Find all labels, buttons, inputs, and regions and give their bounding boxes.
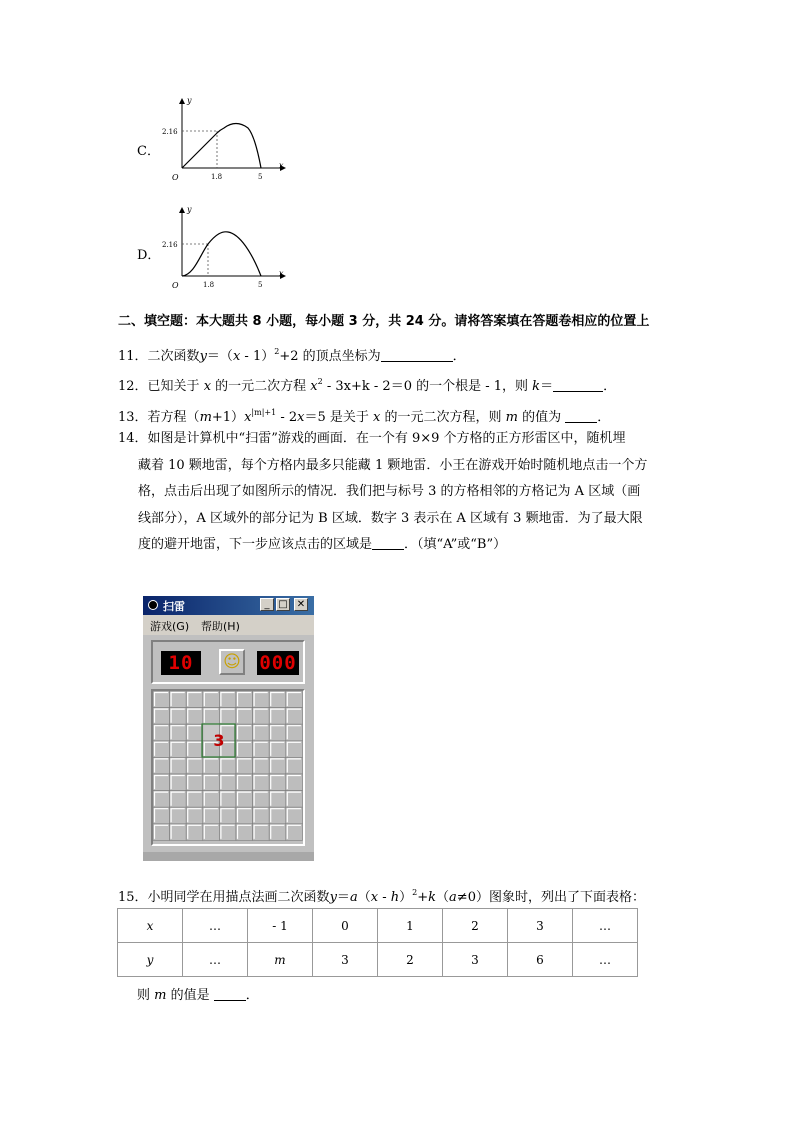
curve-c bbox=[182, 124, 261, 169]
q15-answer-blank[interactable] bbox=[214, 988, 246, 1001]
mine-cell[interactable] bbox=[203, 774, 220, 791]
mine-cell[interactable] bbox=[203, 791, 220, 808]
mine-cell[interactable] bbox=[219, 824, 236, 841]
mine-cell[interactable] bbox=[253, 807, 270, 824]
mine-counter: 10 bbox=[161, 651, 201, 675]
mine-cell[interactable] bbox=[186, 724, 203, 741]
mine-cell[interactable] bbox=[236, 824, 253, 841]
mine-cell[interactable] bbox=[253, 741, 270, 758]
mine-cell[interactable] bbox=[253, 724, 270, 741]
q12-eq-rest: - 3x+k - 2＝0 的一个根是 - 1，则 bbox=[322, 379, 533, 394]
question-13 bbox=[118, 404, 610, 427]
q15-sup: 2 bbox=[412, 888, 418, 897]
table-cell: … bbox=[183, 943, 248, 977]
mine-cell[interactable] bbox=[170, 791, 187, 808]
value-table bbox=[117, 908, 638, 977]
q15-func-k: k bbox=[428, 890, 437, 905]
x-tick-label-1: 1.8 bbox=[211, 173, 223, 181]
mine-cell[interactable] bbox=[269, 691, 286, 708]
mine-cell[interactable] bbox=[203, 807, 220, 824]
mine-cell[interactable] bbox=[286, 708, 303, 725]
table-cell: … bbox=[573, 943, 638, 977]
q15-end-var-m: m bbox=[154, 988, 167, 1003]
mine-cell[interactable] bbox=[253, 774, 270, 791]
graph-c bbox=[160, 96, 290, 188]
table-cell: … bbox=[183, 909, 248, 943]
mine-cell[interactable] bbox=[269, 724, 286, 741]
origin-label: O bbox=[172, 281, 179, 290]
section-heading: 二、填空题：本大题共 8 小题，每小题 3 分，共 24 分。请将答案填在答题卷相应的位置上 bbox=[118, 314, 650, 329]
mine-grid[interactable] bbox=[153, 691, 303, 844]
q15-text-b: ＝ bbox=[336, 890, 350, 905]
mine-cell[interactable] bbox=[170, 691, 187, 708]
mine-cell[interactable] bbox=[236, 741, 253, 758]
q12-var-x: x bbox=[203, 379, 212, 394]
q13-var-m2: m bbox=[505, 410, 518, 425]
minesweeper-window bbox=[143, 596, 314, 861]
q14-line-5a: 度的避开地雷，下一步应该点击的区域是 bbox=[138, 537, 373, 552]
curve-d bbox=[182, 232, 261, 276]
q11-end: ． bbox=[452, 349, 466, 364]
mine-cell[interactable] bbox=[219, 774, 236, 791]
q12-number: 12． bbox=[118, 379, 148, 394]
mine-cell[interactable] bbox=[286, 724, 303, 741]
mine-cell[interactable] bbox=[219, 807, 236, 824]
mine-cell[interactable] bbox=[219, 757, 236, 774]
mine-cell[interactable] bbox=[186, 791, 203, 808]
q12-text-a: 已知关于 bbox=[147, 379, 204, 394]
y-tick-label: 2.16 bbox=[162, 128, 178, 136]
mine-cell[interactable] bbox=[186, 807, 203, 824]
q15-func-a: a bbox=[349, 890, 358, 905]
status-strip bbox=[143, 852, 314, 861]
q15-text-h: ≠0）图象时，列出了下面表格： bbox=[456, 890, 645, 905]
q14-line-2: 藏着 10 颗地雷，每个方格内最多只能藏 1 颗地雷．小王在游戏开始时随机地点击一个方 bbox=[138, 457, 648, 473]
timer-display: 000 bbox=[257, 651, 299, 675]
q13-var-x2: x bbox=[297, 410, 305, 425]
x-tick-label-2: 5 bbox=[258, 173, 263, 181]
mine-cell[interactable] bbox=[236, 807, 253, 824]
y-axis-label: y bbox=[187, 96, 192, 105]
mine-icon bbox=[148, 600, 158, 610]
q15-func-a2: a bbox=[449, 890, 457, 905]
q11-var-y: y bbox=[199, 349, 207, 364]
mine-cell[interactable] bbox=[236, 791, 253, 808]
q15-text-g: （ bbox=[436, 890, 450, 905]
q14-line-1: 14．如图是计算机中“扫雷”游戏的画面．在一个有 9×9 个方格的正方形雷区中，随机埋 bbox=[118, 431, 626, 446]
q12-text-c: ＝ bbox=[540, 379, 554, 394]
q14-line-3: 格，点击后出现了如图所示的情况．我们把与标号 3 的方格相邻的方格记为 A 区域（画 bbox=[138, 484, 641, 499]
table-cell: m bbox=[248, 943, 313, 977]
q11-var-x: x bbox=[232, 349, 241, 364]
q12-end: ． bbox=[603, 379, 617, 394]
title-bar bbox=[143, 596, 314, 615]
mine-cell[interactable] bbox=[170, 757, 187, 774]
q12-sup: 2 bbox=[317, 377, 323, 386]
q14-line-5b: ．（填“A”或“B”） bbox=[404, 537, 507, 552]
table-cell: x bbox=[118, 909, 183, 943]
mine-cell[interactable] bbox=[269, 757, 286, 774]
mine-field bbox=[151, 689, 305, 846]
mine-cell[interactable] bbox=[153, 757, 170, 774]
y-axis-label: y bbox=[187, 205, 192, 214]
mine-cell[interactable] bbox=[269, 708, 286, 725]
q15-end: ． bbox=[245, 988, 259, 1003]
mine-cell[interactable] bbox=[170, 774, 187, 791]
table-cell: 2 bbox=[443, 909, 508, 943]
q13-var-x: x bbox=[244, 410, 252, 425]
mine-cell[interactable] bbox=[253, 691, 270, 708]
q13-text-b: +1） bbox=[211, 410, 245, 425]
q11-answer-blank[interactable] bbox=[381, 349, 453, 362]
mine-cell[interactable] bbox=[236, 774, 253, 791]
mine-cell[interactable] bbox=[269, 791, 286, 808]
mine-cell[interactable] bbox=[153, 791, 170, 808]
mine-cell[interactable] bbox=[219, 691, 236, 708]
table-row-x bbox=[118, 909, 638, 943]
x-axis-label: x bbox=[279, 161, 284, 170]
table-cell: 3 bbox=[508, 909, 573, 943]
mine-cell[interactable] bbox=[269, 774, 286, 791]
mine-cell[interactable] bbox=[153, 807, 170, 824]
question-15-ask bbox=[137, 987, 259, 1005]
mine-cell[interactable] bbox=[219, 708, 236, 725]
table-cell: 0 bbox=[313, 909, 378, 943]
window-title: 扫雷 bbox=[163, 600, 185, 613]
mine-cell[interactable] bbox=[269, 824, 286, 841]
mine-cell[interactable] bbox=[186, 691, 203, 708]
q15-end-text-a: 则 bbox=[137, 988, 155, 1003]
q13-answer-blank[interactable] bbox=[565, 410, 597, 423]
table-cell: 6 bbox=[508, 943, 573, 977]
mine-cell[interactable] bbox=[186, 708, 203, 725]
maximize-button[interactable]: □ bbox=[276, 598, 290, 611]
q13-number: 13． bbox=[118, 410, 148, 425]
q15-func-y: y bbox=[329, 890, 337, 905]
q11-text-a: 二次函数 bbox=[147, 349, 200, 364]
x-tick-label-2: 5 bbox=[258, 281, 263, 289]
q13-text-d: ＝5 是关于 bbox=[304, 410, 374, 425]
q14-answer-blank[interactable] bbox=[372, 537, 404, 550]
mine-cell[interactable] bbox=[286, 774, 303, 791]
q15-func-h: h bbox=[390, 890, 400, 905]
option-c-label: C． bbox=[137, 144, 160, 159]
y-axis-arrow bbox=[179, 207, 185, 213]
y-axis-arrow bbox=[179, 98, 185, 104]
q13-var-m: m bbox=[199, 410, 212, 425]
q11-number: 11． bbox=[118, 349, 148, 364]
q15-text-f: + bbox=[417, 890, 429, 905]
mine-cell[interactable] bbox=[153, 708, 170, 725]
revealed-cell-number: 3 bbox=[213, 731, 225, 750]
q15-text-d: - bbox=[378, 890, 391, 905]
mine-cell[interactable] bbox=[186, 741, 203, 758]
question-12 bbox=[118, 373, 616, 396]
question-15 bbox=[118, 884, 645, 907]
q13-var-x3: x bbox=[373, 410, 381, 425]
mine-cell[interactable] bbox=[203, 757, 220, 774]
q13-text-c: - 2 bbox=[276, 410, 298, 425]
q15-func-x: x bbox=[370, 890, 379, 905]
mine-cell[interactable] bbox=[203, 691, 220, 708]
q13-text-f: 的值为 bbox=[517, 410, 566, 425]
mine-cell[interactable] bbox=[253, 791, 270, 808]
mine-cell[interactable] bbox=[286, 757, 303, 774]
mine-cell[interactable] bbox=[170, 708, 187, 725]
menu-game[interactable]: 游戏(G) bbox=[150, 620, 190, 633]
mine-cell[interactable] bbox=[203, 708, 220, 725]
mine-cell[interactable] bbox=[153, 824, 170, 841]
status-panel bbox=[151, 640, 305, 684]
mine-cell[interactable] bbox=[236, 708, 253, 725]
minimize-button[interactable]: _ bbox=[260, 598, 274, 611]
mine-cell[interactable] bbox=[269, 741, 286, 758]
q15-number: 15． bbox=[118, 890, 148, 905]
origin-label: O bbox=[172, 173, 179, 182]
q15-text-a: 小明同学在用描点法画二次函数 bbox=[147, 890, 330, 905]
table-cell: 3 bbox=[313, 943, 378, 977]
q13-text-a: 若方程（ bbox=[147, 410, 200, 425]
mine-cell[interactable] bbox=[170, 824, 187, 841]
x-tick-label-1: 1.8 bbox=[203, 281, 215, 289]
q11-text-b: ＝（ bbox=[206, 349, 233, 364]
mine-cell[interactable] bbox=[170, 741, 187, 758]
q11-text-c: - 1） bbox=[240, 349, 275, 364]
table-cell: … bbox=[573, 909, 638, 943]
q12-var-k: k bbox=[532, 379, 541, 394]
mine-cell[interactable] bbox=[253, 757, 270, 774]
mine-cell[interactable] bbox=[153, 691, 170, 708]
x-axis-label: x bbox=[279, 269, 284, 278]
table-cell: 3 bbox=[443, 943, 508, 977]
mine-cell[interactable] bbox=[253, 824, 270, 841]
table-cell: 1 bbox=[378, 909, 443, 943]
mine-cell[interactable] bbox=[170, 807, 187, 824]
mine-cell[interactable] bbox=[286, 791, 303, 808]
q11-sup: 2 bbox=[274, 347, 280, 356]
graph-d bbox=[160, 205, 290, 295]
table-row-y bbox=[118, 943, 638, 977]
q15-text-e: ） bbox=[399, 890, 413, 905]
mine-cell[interactable] bbox=[236, 757, 253, 774]
mine-cell[interactable] bbox=[186, 774, 203, 791]
mine-cell[interactable] bbox=[236, 691, 253, 708]
mine-cell[interactable] bbox=[203, 824, 220, 841]
q12-text-b: 的一元二次方程 bbox=[211, 379, 311, 394]
mine-cell[interactable] bbox=[186, 757, 203, 774]
mine-cell[interactable] bbox=[286, 807, 303, 824]
mine-cell[interactable] bbox=[286, 824, 303, 841]
mine-cell[interactable] bbox=[269, 807, 286, 824]
mine-cell[interactable] bbox=[186, 824, 203, 841]
question-14 bbox=[118, 426, 688, 559]
q14-line-4: 线部分），A 区域外的部分记为 B 区域．数字 3 表示在 A 区域有 3 颗地雷．为了最大限 bbox=[138, 510, 643, 526]
question-11 bbox=[118, 343, 466, 366]
menu-bar bbox=[143, 615, 314, 635]
mine-cell[interactable] bbox=[170, 724, 187, 741]
mine-cell[interactable] bbox=[219, 791, 236, 808]
q13-end: ． bbox=[597, 410, 611, 425]
q15-end-text-b: 的值是 bbox=[166, 988, 214, 1003]
mine-cell[interactable] bbox=[253, 708, 270, 725]
y-tick-label: 2.16 bbox=[162, 241, 178, 249]
table-cell: - 1 bbox=[248, 909, 313, 943]
q12-eq-x: x bbox=[310, 379, 318, 394]
mine-cell[interactable] bbox=[153, 724, 170, 741]
mine-cell[interactable] bbox=[153, 774, 170, 791]
option-d-label: D． bbox=[137, 248, 161, 263]
q15-text-c: （ bbox=[357, 890, 371, 905]
q11-text-d: +2 的顶点坐标为 bbox=[279, 349, 381, 364]
q14-line-5 bbox=[118, 532, 688, 559]
mine-cell[interactable] bbox=[286, 691, 303, 708]
table-cell: y bbox=[118, 943, 183, 977]
mine-cell[interactable] bbox=[153, 741, 170, 758]
mine-cell[interactable] bbox=[286, 741, 303, 758]
smiley-face-button[interactable]: ☺ bbox=[219, 649, 245, 675]
q12-answer-blank[interactable] bbox=[553, 379, 603, 392]
close-button[interactable]: ✕ bbox=[294, 598, 308, 611]
table-cell: 2 bbox=[378, 943, 443, 977]
menu-help[interactable]: 帮助(H) bbox=[201, 620, 240, 633]
mine-cell[interactable] bbox=[236, 724, 253, 741]
q13-text-e: 的一元二次方程，则 bbox=[380, 410, 506, 425]
q13-sup: |m|+1 bbox=[251, 408, 277, 417]
